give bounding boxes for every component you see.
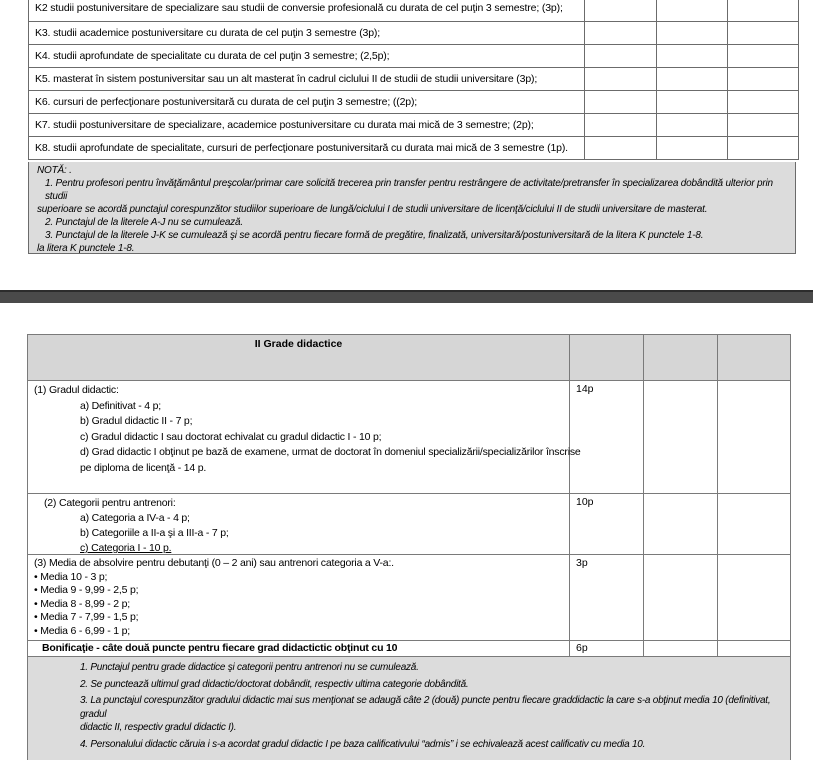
points-value: 6p bbox=[576, 642, 588, 654]
note-item-3: 3. La punctajul corespunzător gradului didactic mai sus menţionat se adaugă câte 2 (două) puncte pentru fiecare graddidactic la care s-a obţinut media 10 (definitivat, gradul bbox=[80, 695, 771, 720]
grade-body bbox=[27, 381, 791, 760]
row-label: K5. masterat în sistem postuniversitar sau un alt masterat în cadrul ciclului II de studii de studii universitare (3p); bbox=[29, 68, 585, 91]
list-item: pe diploma de licenţă - 14 p. bbox=[80, 461, 207, 474]
list-item: a) Definitivat - 4 p; bbox=[80, 399, 161, 412]
row-label: K4. studii aprofundate de specialitate cu durata de cel puţin 3 semestre; (2,5p); bbox=[29, 45, 585, 68]
list-item: a) Categoria a IV-a - 4 p; bbox=[80, 512, 190, 524]
note-item-1: 1. Pentru profesori pentru învăţământul preşcolar/primar care solicită trecerea prin transfer pentru restrângere de activitate/pretransfer în specializarea dobândită ulterior prin studii bbox=[45, 178, 773, 202]
list-item: • Media 7 - 7,99 - 1,5 p; bbox=[34, 611, 139, 624]
list-item: c) Gradul didactic I sau doctorat echivalat cu gradul didactic I - 10 p; bbox=[80, 430, 382, 443]
row-label: K3. studii academice postuniversitare cu durata de cel puţin 3 semestre (3p); bbox=[29, 22, 585, 45]
bonus-label: Bonificaţie - câte două puncte pentru fiecare grad didactictic obţinut cu 10 bbox=[42, 642, 398, 654]
studies-note bbox=[28, 162, 796, 254]
table-row bbox=[28, 641, 790, 657]
grade-note bbox=[28, 657, 790, 760]
section-title: II Grade didactice bbox=[254, 338, 343, 350]
table-row bbox=[29, 91, 799, 114]
table-row bbox=[28, 381, 790, 494]
table-row bbox=[29, 68, 799, 91]
note-item-1-cont: superioare se acordă punctajul corespunzător studiilor superioare de lungă/ciclului I de studii universitare de licenţă/ciclului II de studii universitare de masterat. bbox=[37, 204, 708, 215]
grade-header bbox=[27, 334, 791, 381]
list-item: • Media 6 - 6,99 - 1 p; bbox=[34, 624, 130, 637]
points-value: 10p bbox=[576, 496, 594, 508]
studies-table bbox=[28, 0, 799, 160]
note-item-1: 1. Punctajul pentru grade didactice şi categorii pentru antrenori nu se cumulează. bbox=[80, 662, 419, 673]
table-row bbox=[29, 137, 799, 160]
page-separator bbox=[0, 290, 813, 303]
row-label: K2 studii postuniversitare de specializare sau studii de conversie profesională cu durata de cel puţin 3 semestre; (3p); bbox=[29, 0, 585, 22]
table-row bbox=[29, 22, 799, 45]
list-item: • Media 9 - 9,99 - 2,5 p; bbox=[34, 584, 139, 597]
list-item: • Media 8 - 8,99 - 2 p; bbox=[34, 597, 130, 610]
note-item-3-cont: didactic II, respectiv gradul didactic I). bbox=[80, 722, 237, 733]
list-item: • Media 10 - 3 p; bbox=[34, 570, 108, 583]
row-heading: (1) Gradul didactic: bbox=[34, 384, 119, 396]
row-heading: (3) Media de absolvire pentru debutanţi (0 – 2 ani) sau antrenori categoria a V-a:. bbox=[34, 557, 394, 569]
list-item: d) Grad didactic I obţinut pe bază de examene, urmat de doctorat în domeniul specializării/specializărilor înscrise bbox=[80, 446, 581, 458]
list-item: c) Categoria I - 10 p. bbox=[80, 542, 172, 554]
row-label: K6. cursuri de perfecţionare postuniversitară cu durata de cel puţin 3 semestre; ((2p); bbox=[29, 91, 585, 114]
table-row bbox=[28, 494, 790, 555]
row-label: K7. studii postuniversitare de specializare, academice postuniversitare cu durata mai mică de 3 semestre; (2p); bbox=[29, 114, 585, 137]
points-value: 14p bbox=[576, 383, 594, 395]
note-item-2: 2. Se punctează ultimul grad didactic/doctorat dobândit, respectiv ultima categorie dobândită. bbox=[80, 678, 469, 690]
table-row bbox=[29, 45, 799, 68]
note-item-2: 2. Punctajul de la literele A-J nu se cumulează. bbox=[45, 217, 243, 228]
table-row bbox=[28, 555, 790, 641]
points-value: 3p bbox=[576, 557, 588, 569]
note-title: NOTĂ: . bbox=[37, 165, 72, 176]
note-item-3: 3. Punctajul de la literele J-K se cumulează şi se acordă pentru fiecare formă de pregătire, finalizată, universitară/postuniversitară de la litera K punctele 1-8. bbox=[45, 230, 704, 241]
row-label: K8. studii aprofundate de specialitate, cursuri de perfecţionare postuniversitară cu durata mai mică de 3 semestre (1p). bbox=[29, 137, 585, 160]
row-heading: (2) Categorii pentru antrenori: bbox=[44, 497, 176, 509]
table-row bbox=[29, 114, 799, 137]
list-item: b) Categoriile a II-a şi a III-a - 7 p; bbox=[80, 527, 229, 539]
table-row bbox=[29, 0, 799, 22]
note-item-4: 4. Personalului didactic căruia i s-a acordat gradul didactic I pe baza calificativului “admis” i se echivalează acest calificativ cu media 10. bbox=[80, 738, 646, 750]
list-item: b) Gradul didactic II - 7 p; bbox=[80, 415, 193, 427]
note-item-3-cont: la litera K punctele 1-8. bbox=[37, 243, 135, 254]
